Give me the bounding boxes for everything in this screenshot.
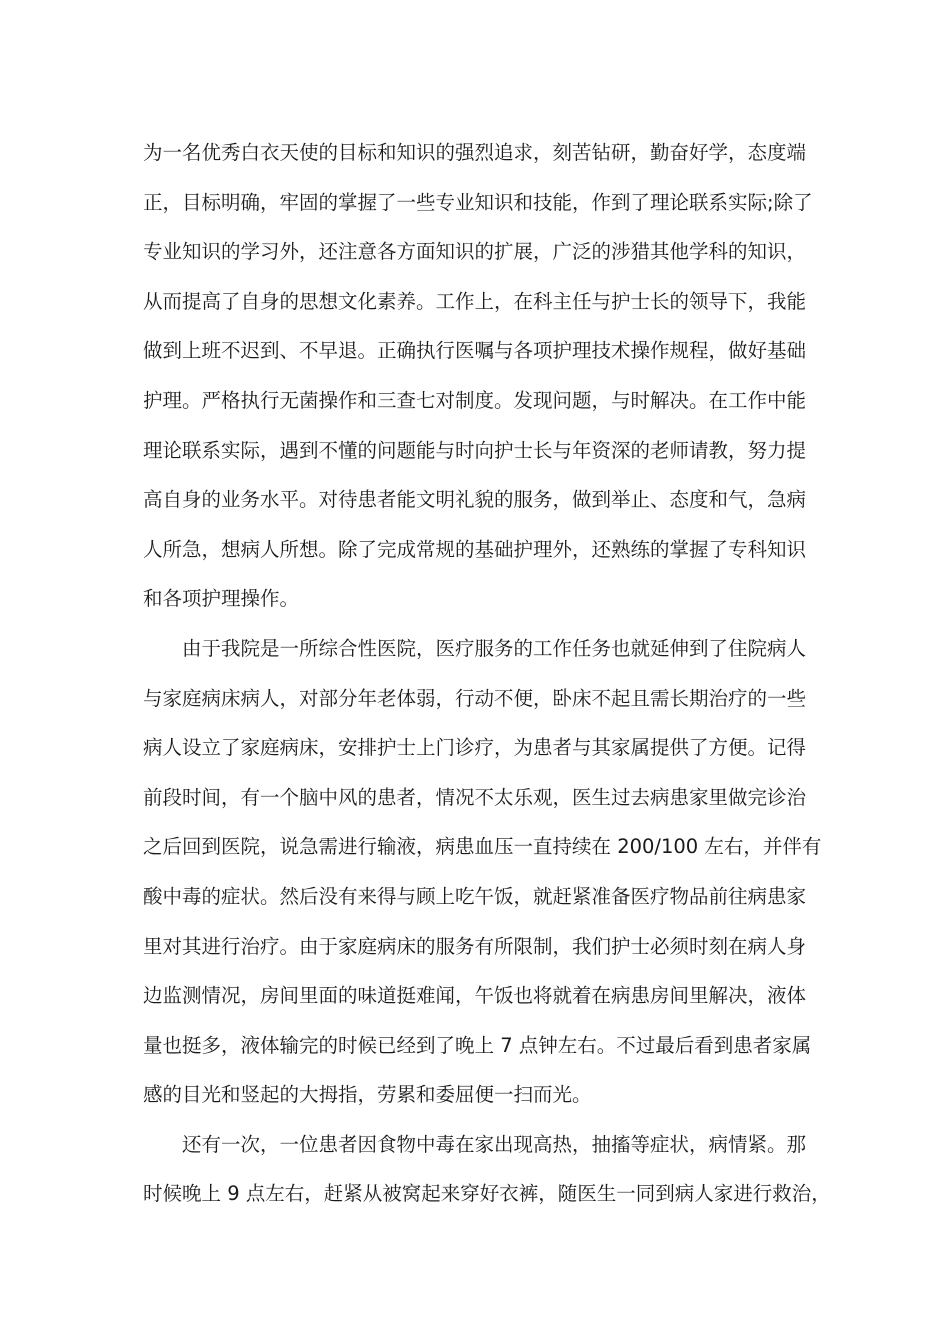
text-line: 专业知识的学习外，还注意各方面知识的扩展，广泛的涉猎其他学科的知识，: [143, 240, 807, 264]
text-line: 量也挺多，液体输完的时候已经到了晚上 7 点钟左右。不过最后看到患者家属: [143, 1033, 812, 1057]
text-line: 由于我院是一所综合性医院，医疗服务的工作任务也就延伸到了住院病人: [182, 636, 807, 660]
text-line: 之后回到医院，说急需进行输液，病患血压一直持续在 200/100 左右，并伴有: [143, 835, 822, 859]
text-line: 里对其进行治疗。由于家庭病床的服务有所限制，我们护士必须时刻在病人身: [143, 934, 807, 958]
text-line: 和各项护理操作。: [143, 587, 300, 611]
text-line: 时候晚上 9 点左右，赶紧从被窝起来穿好衣裤，随医生一同到病人家进行救治，: [143, 1182, 831, 1206]
text-line: 感的目光和竖起的大拇指，劳累和委屈便一扫而光。: [143, 1083, 592, 1107]
document-body: [143, 128, 831, 1219]
text-line: 为一名优秀白衣天使的目标和知识的强烈追求，刻苦钻研，勤奋好学，态度端: [143, 141, 807, 164]
text-line: 酸中毒的症状。然后没有来得与顾上吃午饭，就赶紧准备医疗物品前往病患家: [143, 884, 807, 908]
text-line: 人所急，想病人所想。除了完成常规的基础护理外，还熟练的掌握了专科知识: [143, 537, 807, 561]
text-line: 病人设立了家庭病床，安排护士上门诊疗，为患者与其家属提供了方便。记得: [143, 736, 807, 760]
text-line: 前段时间，有一个脑中风的患者，情况不太乐观，医生过去病患家里做完诊治: [143, 785, 807, 809]
text-line: 还有一次，一位患者因食物中毒在家出现高热，抽搐等症状，病情紧。那: [182, 1132, 807, 1156]
text-line: 从而提高了自身的思想文化素养。工作上，在科主任与护士长的领导下，我能: [143, 289, 807, 313]
text-line: 与家庭病床病人，对部分年老体弱，行动不便，卧床不起且需长期治疗的一些: [143, 686, 807, 710]
text-line: 边监测情况，房间里面的味道挺难闻，午饭也将就着在病患房间里解决，液体: [143, 984, 807, 1008]
text-line: 高自身的业务水平。对待患者能文明礼貌的服务，做到举止、态度和气，急病: [143, 488, 807, 512]
text-line: 理论联系实际，遇到不懂的问题能与时向护士长与年资深的老师请教，努力提: [143, 438, 807, 462]
text-line: 正，目标明确，牢固的掌握了一些专业知识和技能，作到了理论联系实际;除了: [143, 190, 813, 214]
text-line: 护理。严格执行无菌操作和三查七对制度。发现问题，与时解决。在工作中能: [143, 388, 807, 412]
text-line: 做到上班不迟到、不早退。正确执行医嘱与各项护理技术操作规程，做好基础: [143, 339, 807, 363]
